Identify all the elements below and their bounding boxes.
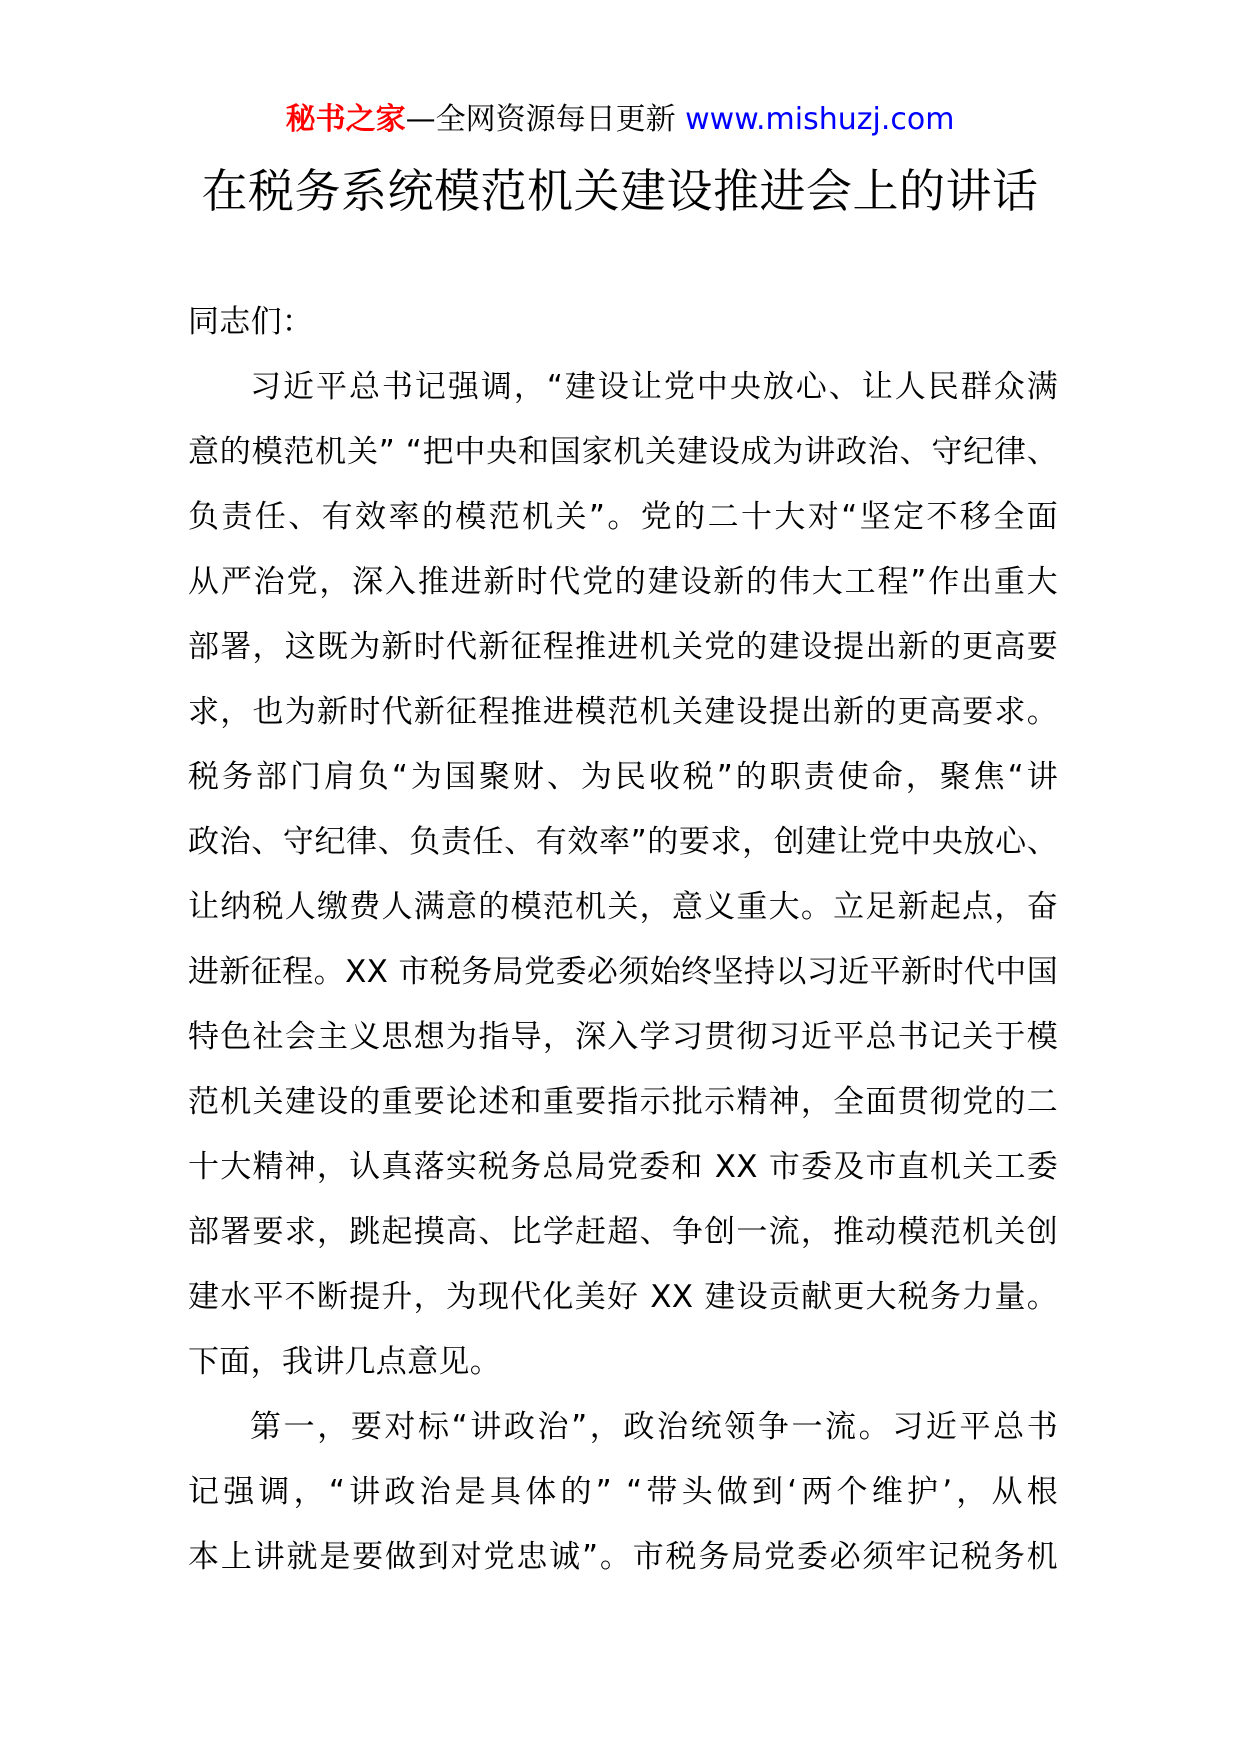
body-line: 习近平总书记强调，“建设让党中央放心、让人民群众满	[250, 369, 1058, 405]
body-line: 记强调，“讲政治是具体的” “带头做到‘两个维护’，从根	[188, 1474, 1058, 1510]
document-body	[188, 290, 1058, 1590]
body-line: 政治、守纪律、负责任、有效率”的要求，创建让党中央放心、	[188, 824, 1058, 860]
body-line: 特色社会主义思想为指导，深入学习贯彻习近平总书记关于模	[188, 1019, 1058, 1055]
body-line: 求，也为新时代新征程推进模范机关建设提出新的更高要求。	[188, 694, 1058, 730]
body-line: 下面，我讲几点意见。	[188, 1344, 501, 1380]
body-line: 十大精神，认真落实税务总局党委和 XX 市委及市直机关工委	[188, 1149, 1058, 1185]
body-line: 第一，要对标“讲政治”，政治统领争一流。习近平总书	[250, 1409, 1058, 1445]
salutation: 同志们：	[188, 304, 314, 340]
body-line: 部署要求，跳起摸高、比学赶超、争创一流，推动模范机关创	[188, 1214, 1058, 1250]
site-url-link[interactable]: www.mishuzj.com	[685, 102, 955, 137]
body-line: 从严治党，深入推进新时代党的建设新的伟大工程”作出重大	[188, 564, 1058, 600]
body-line: 税务部门肩负“为国聚财、为民收税”的职责使命，聚焦“讲	[188, 759, 1058, 795]
site-header	[0, 100, 1240, 140]
document-title: 在税务系统模范机关建设推进会上的讲话	[201, 164, 1039, 218]
body-line: 范机关建设的重要论述和重要指示批示精神，全面贯彻党的二	[188, 1084, 1058, 1120]
header-slogan: —全网资源每日更新	[405, 102, 676, 137]
body-line: 部署，这既为新时代新征程推进机关党的建设提出新的更高要	[188, 629, 1058, 665]
body-line: 意的模范机关” “把中央和国家机关建设成为讲政治、守纪律、	[188, 434, 1058, 470]
body-line: 建水平不断提升，为现代化美好 XX 建设贡献更大税务力量。	[188, 1279, 1058, 1315]
body-line: 本上讲就是要做到对党忠诚”。市税务局党委必须牢记税务机	[188, 1539, 1058, 1575]
body-line: 让纳税人缴费人满意的模范机关，意义重大。立足新起点，奋	[188, 889, 1058, 925]
brand-name: 秘书之家	[285, 102, 406, 137]
body-line: 负责任、有效率的模范机关”。党的二十大对“坚定不移全面	[188, 499, 1058, 535]
body-line: 进新征程。XX 市税务局党委必须始终坚持以习近平新时代中国	[188, 954, 1058, 990]
